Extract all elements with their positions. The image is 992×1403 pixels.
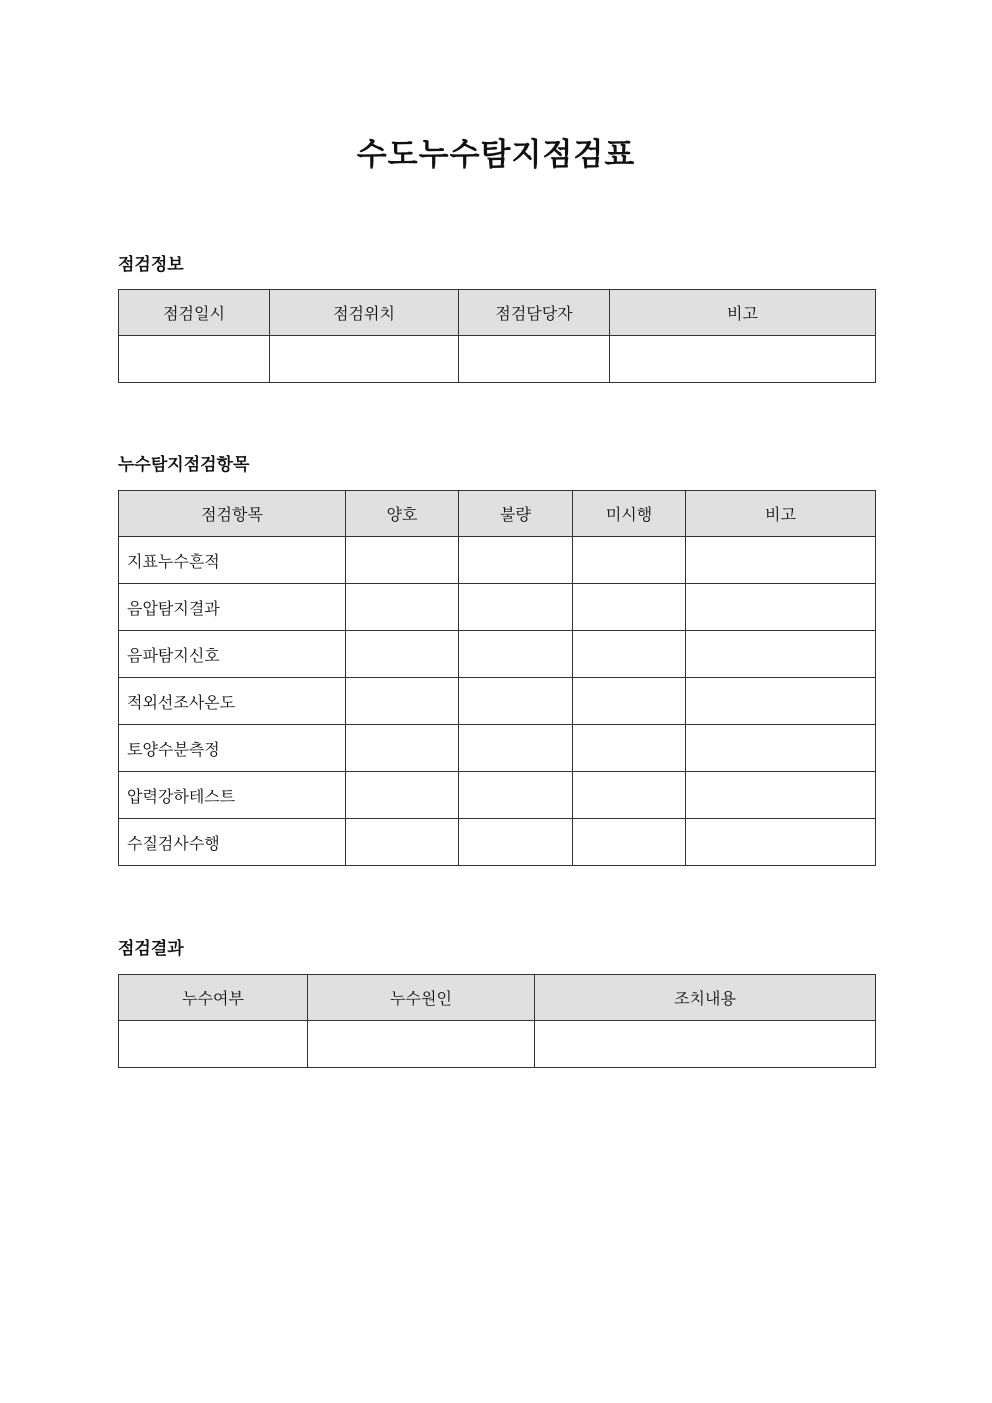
column-header-bad: 불량 <box>459 491 573 537</box>
checklist-row <box>119 725 876 772</box>
checklist-header-row <box>119 491 876 537</box>
not-performed-cell[interactable] <box>573 678 686 725</box>
check-item-label: 토양수분측정 <box>119 725 346 772</box>
action-taken-cell[interactable] <box>535 1021 876 1068</box>
bad-cell[interactable] <box>459 678 573 725</box>
good-cell[interactable] <box>346 772 459 819</box>
inspection-datetime-cell[interactable] <box>119 336 270 383</box>
column-header-remarks: 비고 <box>686 491 876 537</box>
good-cell[interactable] <box>346 725 459 772</box>
good-cell[interactable] <box>346 678 459 725</box>
not-performed-cell[interactable] <box>573 537 686 584</box>
checklist-table <box>118 490 876 866</box>
inspection-location-cell[interactable] <box>270 336 459 383</box>
not-performed-cell[interactable] <box>573 772 686 819</box>
checklist-row <box>119 631 876 678</box>
column-header-remarks: 비고 <box>610 290 876 336</box>
leak-cause-cell[interactable] <box>308 1021 535 1068</box>
remarks-cell[interactable] <box>686 631 876 678</box>
not-performed-cell[interactable] <box>573 631 686 678</box>
bad-cell[interactable] <box>459 772 573 819</box>
checklist-row <box>119 537 876 584</box>
good-cell[interactable] <box>346 819 459 866</box>
remarks-cell[interactable] <box>686 725 876 772</box>
checklist-row <box>119 678 876 725</box>
results-header-row <box>119 975 876 1021</box>
column-header-not-performed: 미시행 <box>573 491 686 537</box>
column-header-action-taken: 조치내용 <box>535 975 876 1021</box>
column-header-check-item: 점검항목 <box>119 491 346 537</box>
remarks-cell[interactable] <box>686 772 876 819</box>
not-performed-cell[interactable] <box>573 819 686 866</box>
check-item-label: 음파탐지신호 <box>119 631 346 678</box>
bad-cell[interactable] <box>459 819 573 866</box>
check-item-label: 지표누수흔적 <box>119 537 346 584</box>
results-table <box>118 974 876 1068</box>
check-item-label: 적외선조사온도 <box>119 678 346 725</box>
check-item-label: 음압탐지결과 <box>119 584 346 631</box>
inspection-info-header-row <box>119 290 876 336</box>
leak-status-cell[interactable] <box>119 1021 308 1068</box>
remarks-cell[interactable] <box>686 678 876 725</box>
column-header-inspector: 점검담당자 <box>459 290 610 336</box>
column-header-leak-status: 누수여부 <box>119 975 308 1021</box>
check-item-label: 압력강하테스트 <box>119 772 346 819</box>
bad-cell[interactable] <box>459 725 573 772</box>
remarks-cell[interactable] <box>686 584 876 631</box>
good-cell[interactable] <box>346 584 459 631</box>
not-performed-cell[interactable] <box>573 584 686 631</box>
remarks-cell[interactable] <box>686 819 876 866</box>
bad-cell[interactable] <box>459 584 573 631</box>
inspection-info-entry-row <box>119 336 876 383</box>
good-cell[interactable] <box>346 537 459 584</box>
inspection-info-table <box>118 289 876 383</box>
column-header-good: 양호 <box>346 491 459 537</box>
inspection-info-title: 점검정보 <box>118 255 184 275</box>
results-title: 점검결과 <box>118 939 184 959</box>
bad-cell[interactable] <box>459 631 573 678</box>
column-header-leak-cause: 누수원인 <box>308 975 535 1021</box>
not-performed-cell[interactable] <box>573 725 686 772</box>
checklist-row <box>119 772 876 819</box>
results-entry-row <box>119 1021 876 1068</box>
document-title: 수도누수탐지점검표 <box>356 137 636 173</box>
checklist-row <box>119 819 876 866</box>
remarks-cell[interactable] <box>686 537 876 584</box>
checklist-title: 누수탐지점검항목 <box>118 455 250 475</box>
remarks-cell[interactable] <box>610 336 876 383</box>
column-header-inspection-location: 점검위치 <box>270 290 459 336</box>
inspector-cell[interactable] <box>459 336 610 383</box>
checklist-row <box>119 584 876 631</box>
bad-cell[interactable] <box>459 537 573 584</box>
column-header-inspection-datetime: 점검일시 <box>119 290 270 336</box>
good-cell[interactable] <box>346 631 459 678</box>
check-item-label: 수질검사수행 <box>119 819 346 866</box>
